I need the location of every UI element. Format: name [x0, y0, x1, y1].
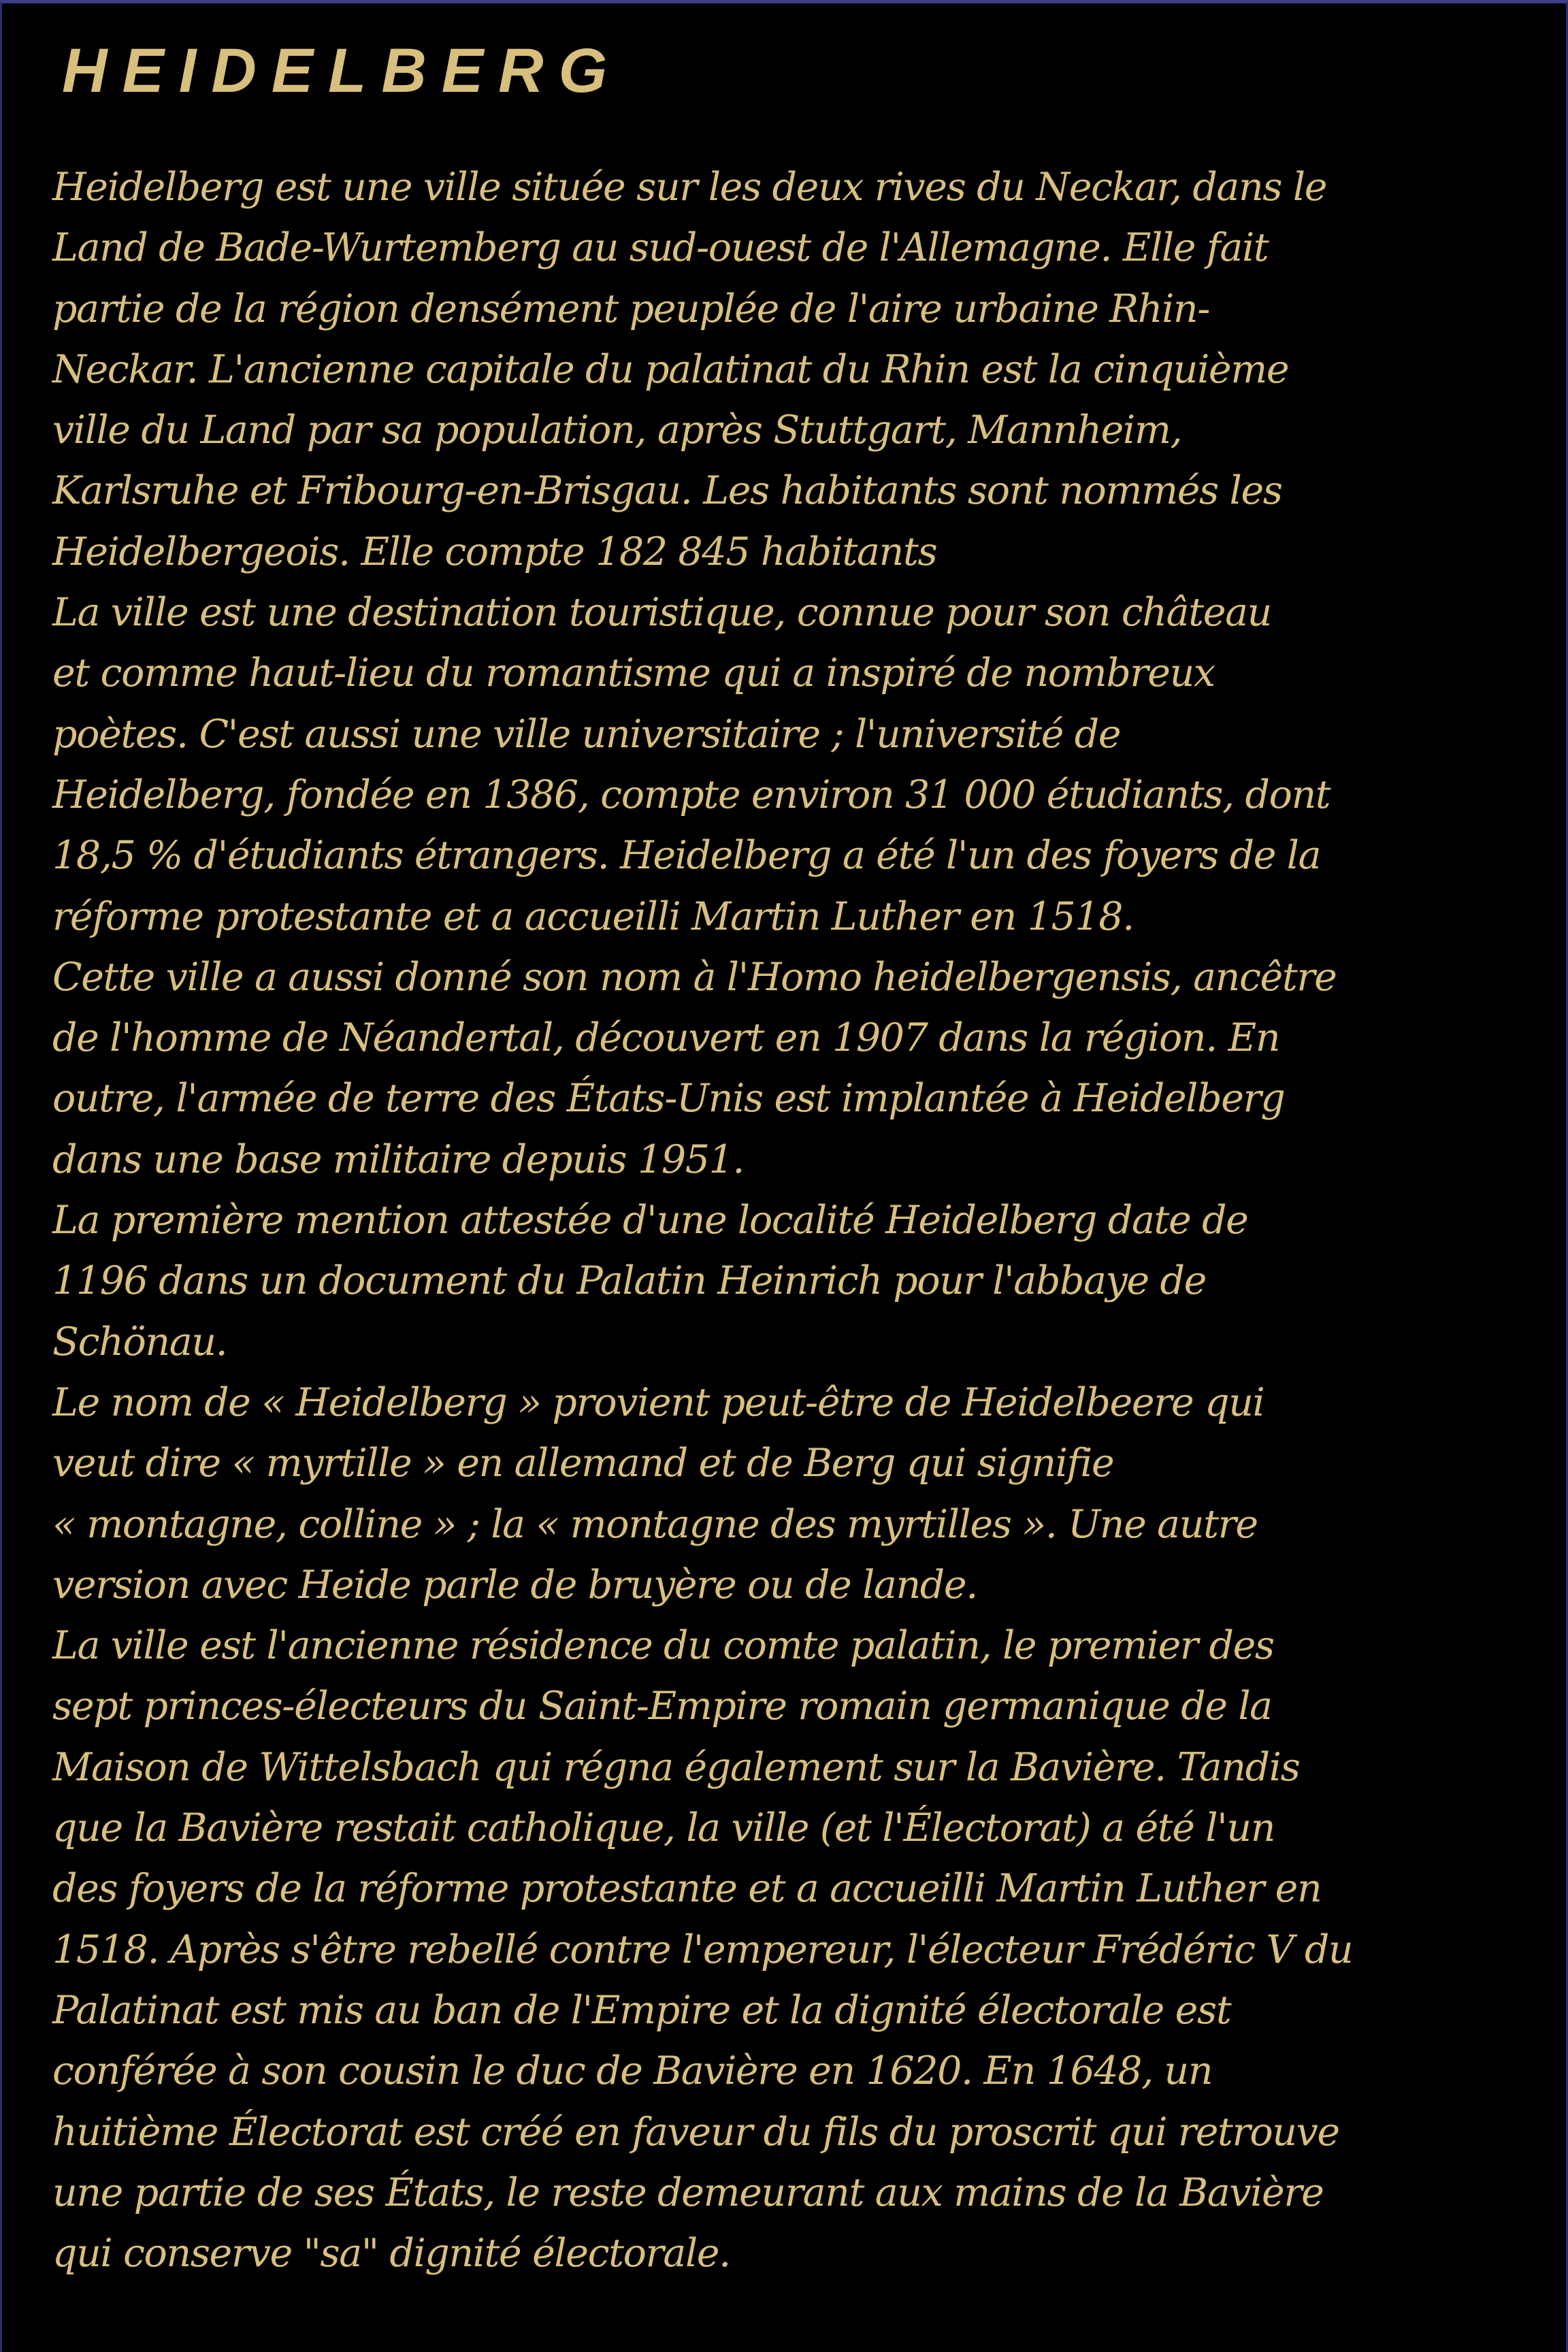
- body-line: de l'homme de Néandertal, découvert en 1907 dans la région. En: [52, 1015, 1280, 1061]
- body-line: La ville est une destination touristique, connue pour son château: [52, 590, 1271, 636]
- body-line: Karlsruhe et Fribourg-en-Brisgau. Les habitants sont nommés les: [52, 468, 1282, 514]
- body-line: Schönau.: [52, 1319, 227, 1365]
- body-line: veut dire « myrtille » en allemand et de Berg qui signifie: [52, 1441, 1114, 1486]
- body-line: poètes. C'est aussi une ville universitaire ; l'université de: [52, 711, 1121, 757]
- body-line: 1518. Après s'être rebellé contre l'empereur, l'électeur Frédéric V du: [52, 1927, 1353, 1972]
- body-line: Heidelberg, fondée en 1386, compte environ 31 000 étudiants, dont: [52, 772, 1330, 817]
- body-line: Le nom de « Heidelberg » provient peut-être de Heidelbeere qui: [52, 1379, 1264, 1425]
- body-line: conférée à son cousin le duc de Bavière en 1620. En 1648, un: [52, 2048, 1213, 2094]
- body-line: ville du Land par sa population, après Stuttgart, Mannheim,: [52, 408, 1182, 453]
- body-line: version avec Heide parle de bruyère ou de lande.: [52, 1562, 977, 1607]
- body-line: La première mention attestée d'une localité Heidelberg date de: [52, 1198, 1248, 1243]
- body-line: une partie de ses États, le reste demeurant aux mains de la Bavière: [52, 2170, 1324, 2215]
- body-line: Palatinat est mis au ban de l'Empire et la dignité électorale est: [52, 1987, 1231, 2033]
- body-line: Neckar. L'ancienne capitale du palatinat du Rhin est la cinquième: [52, 346, 1289, 392]
- body-line: que la Bavière restait catholique, la ville (et l'Électorat) a été l'un: [52, 1806, 1275, 1851]
- body-line: réforme protestante et a accueilli Martin Luther en 1518.: [52, 894, 1134, 939]
- body-line: Heidelberg est une ville située sur les deux rives du Neckar, dans le: [52, 165, 1327, 210]
- body-line: Maison de Wittelsbach qui régna également sur la Bavière. Tandis: [52, 1744, 1300, 1790]
- document-title: HEIDELBERG: [62, 36, 623, 105]
- body-line: huitième Électorat est créé en faveur du fils du proscrit qui retrouve: [52, 2109, 1339, 2155]
- body-line: sept princes-électeurs du Saint-Empire romain germanique de la: [52, 1684, 1272, 1729]
- body-line: qui conserve "sa" dignité électorale.: [52, 2231, 730, 2276]
- body-line: Heidelbergeois. Elle compte 182 845 habitants: [52, 529, 937, 574]
- body-line: 18,5 % d'étudiants étrangers. Heidelberg a été l'un des foyers de la: [52, 833, 1321, 879]
- body-line: Land de Bade-Wurtemberg au sud-ouest de l'Allemagne. Elle fait: [52, 225, 1269, 271]
- document-body: [52, 157, 1536, 2284]
- body-line: partie de la région densément peuplée de l'aire urbaine Rhin-: [52, 286, 1210, 331]
- body-line: des foyers de la réforme protestante et a accueilli Martin Luther en: [52, 1866, 1322, 1912]
- body-line: 1196 dans un document du Palatin Heinrich pour l'abbaye de: [52, 1258, 1206, 1304]
- body-line: Cette ville a aussi donné son nom à l'Homo heidelbergensis, ancêtre: [52, 954, 1337, 1000]
- body-line: « montagne, colline » ; la « montagne des myrtilles ». Une autre: [52, 1501, 1258, 1547]
- body-line: et comme haut-lieu du romantisme qui a inspiré de nombreux: [52, 651, 1215, 696]
- body-line: La ville est l'ancienne résidence du comte palatin, le premier des: [52, 1623, 1274, 1669]
- body-line: outre, l'armée de terre des États-Unis est implantée à Heidelberg: [52, 1076, 1285, 1122]
- body-line: dans une base militaire depuis 1951.: [52, 1137, 745, 1182]
